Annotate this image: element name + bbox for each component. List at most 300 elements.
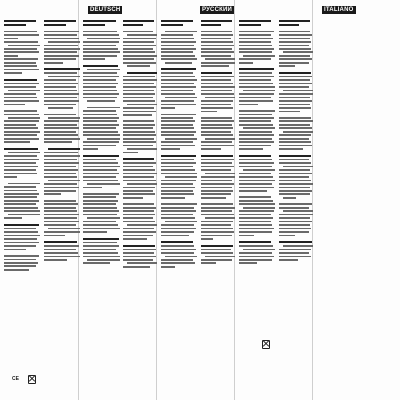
text-line bbox=[123, 124, 155, 126]
text-line bbox=[123, 107, 154, 109]
text-line bbox=[279, 193, 310, 195]
section-heading bbox=[279, 24, 299, 26]
text-line bbox=[201, 41, 233, 43]
text-line bbox=[44, 169, 78, 171]
text-line bbox=[123, 100, 155, 102]
text-line bbox=[279, 203, 312, 205]
text-line bbox=[201, 224, 231, 226]
text-line bbox=[239, 196, 271, 198]
crossed-bin-icon bbox=[262, 340, 270, 349]
text-column bbox=[83, 20, 120, 394]
text-line bbox=[239, 86, 275, 88]
text-line bbox=[4, 186, 36, 188]
section-heading bbox=[201, 20, 232, 22]
text-line bbox=[279, 48, 311, 50]
text-line bbox=[83, 231, 107, 233]
text-line bbox=[4, 148, 38, 150]
text-line bbox=[239, 138, 272, 140]
text-line bbox=[44, 235, 65, 237]
text-line bbox=[123, 62, 156, 64]
text-line bbox=[279, 93, 313, 95]
text-line bbox=[4, 224, 39, 226]
text-line bbox=[279, 190, 312, 192]
text-line bbox=[83, 159, 116, 161]
text-line bbox=[4, 269, 29, 271]
text-line bbox=[4, 134, 37, 136]
text-line bbox=[4, 72, 22, 74]
text-line bbox=[123, 266, 150, 268]
text-line bbox=[161, 145, 195, 147]
text-line bbox=[4, 104, 25, 106]
text-line bbox=[161, 190, 193, 192]
text-line bbox=[161, 155, 196, 157]
text-line bbox=[44, 141, 72, 143]
text-line bbox=[161, 68, 196, 70]
text-line bbox=[83, 120, 117, 122]
section-heading bbox=[123, 20, 154, 22]
text-line bbox=[201, 124, 232, 126]
text-line bbox=[48, 41, 80, 43]
text-line bbox=[44, 210, 77, 212]
text-line bbox=[4, 162, 36, 164]
text-line bbox=[161, 131, 196, 133]
text-line bbox=[4, 31, 37, 33]
text-line bbox=[201, 155, 233, 157]
text-line bbox=[4, 176, 17, 178]
text-line bbox=[4, 48, 37, 50]
text-line bbox=[44, 231, 80, 233]
text-line bbox=[239, 252, 272, 254]
text-line bbox=[201, 190, 233, 192]
text-line bbox=[83, 97, 117, 99]
text-line bbox=[44, 221, 79, 223]
text-line bbox=[239, 231, 272, 233]
text-line bbox=[127, 148, 157, 150]
text-line bbox=[44, 256, 80, 258]
text-line bbox=[123, 221, 155, 223]
text-line bbox=[239, 38, 273, 40]
text-line bbox=[201, 141, 232, 143]
text-line bbox=[201, 162, 232, 164]
text-line bbox=[279, 97, 310, 99]
text-line bbox=[161, 262, 195, 264]
text-line bbox=[83, 228, 120, 230]
text-line bbox=[83, 242, 117, 244]
text-line bbox=[4, 138, 39, 140]
text-line bbox=[44, 55, 79, 57]
text-line bbox=[161, 127, 194, 129]
text-line bbox=[83, 79, 116, 81]
text-line bbox=[279, 259, 298, 261]
text-line bbox=[279, 187, 310, 189]
text-line bbox=[83, 110, 116, 112]
text-line bbox=[201, 72, 232, 74]
text-line bbox=[123, 76, 155, 78]
text-line bbox=[44, 124, 77, 126]
text-line bbox=[201, 55, 231, 57]
text-line bbox=[239, 72, 272, 74]
text-line bbox=[279, 221, 312, 223]
text-line bbox=[279, 83, 312, 85]
text-line bbox=[123, 41, 154, 43]
text-line bbox=[201, 93, 234, 95]
text-line bbox=[201, 34, 233, 36]
section-heading bbox=[201, 24, 221, 26]
text-line bbox=[279, 79, 310, 81]
text-line bbox=[123, 214, 155, 216]
text-line bbox=[83, 58, 105, 60]
text-line bbox=[239, 180, 275, 182]
text-line bbox=[161, 193, 194, 195]
text-line bbox=[87, 138, 120, 140]
text-line bbox=[161, 224, 194, 226]
text-line bbox=[123, 90, 154, 92]
text-line bbox=[123, 173, 157, 175]
text-line bbox=[239, 190, 267, 192]
text-line bbox=[44, 131, 76, 133]
text-line bbox=[279, 120, 313, 122]
text-line bbox=[279, 173, 312, 175]
text-line bbox=[44, 97, 77, 99]
text-line bbox=[4, 217, 22, 219]
text-line bbox=[44, 200, 76, 202]
text-line bbox=[83, 169, 117, 171]
text-line bbox=[201, 193, 231, 195]
text-line bbox=[83, 72, 117, 74]
text-line bbox=[123, 120, 154, 122]
text-line bbox=[127, 262, 157, 264]
text-line bbox=[44, 203, 78, 205]
text-line bbox=[44, 58, 76, 60]
text-line bbox=[161, 169, 195, 171]
text-line bbox=[279, 86, 309, 88]
text-line bbox=[44, 45, 78, 47]
text-line bbox=[279, 65, 295, 67]
text-line bbox=[161, 48, 196, 50]
text-line bbox=[83, 262, 110, 264]
text-line bbox=[161, 210, 196, 212]
text-line bbox=[201, 166, 234, 168]
text-line bbox=[279, 55, 310, 57]
text-line bbox=[123, 83, 154, 85]
text-line bbox=[239, 210, 274, 212]
text-line bbox=[239, 224, 272, 226]
text-line bbox=[87, 38, 120, 40]
text-line bbox=[201, 120, 234, 122]
text-line bbox=[83, 41, 119, 43]
text-line bbox=[4, 262, 38, 264]
text-line bbox=[239, 117, 274, 119]
text-line bbox=[83, 245, 119, 247]
section-heading bbox=[83, 20, 116, 22]
text-line bbox=[4, 235, 40, 237]
text-line bbox=[44, 214, 79, 216]
text-line bbox=[87, 217, 120, 219]
text-line bbox=[161, 41, 196, 43]
text-line bbox=[201, 259, 232, 261]
text-line bbox=[123, 31, 153, 33]
text-line bbox=[4, 110, 37, 112]
text-line bbox=[44, 90, 77, 92]
text-line bbox=[239, 141, 274, 143]
text-line bbox=[161, 259, 193, 261]
text-line bbox=[123, 190, 153, 192]
text-line bbox=[239, 93, 274, 95]
text-line bbox=[87, 107, 120, 109]
text-line bbox=[201, 79, 231, 81]
language-tab-german: DEUTSCH bbox=[90, 7, 121, 13]
text-line bbox=[4, 141, 30, 143]
text-line bbox=[4, 34, 39, 36]
text-line bbox=[123, 58, 154, 60]
text-line bbox=[4, 69, 39, 71]
text-line bbox=[161, 90, 193, 92]
text-line bbox=[44, 68, 80, 70]
text-line bbox=[165, 31, 197, 33]
text-line bbox=[127, 104, 157, 106]
text-line bbox=[4, 242, 39, 244]
text-line bbox=[279, 183, 313, 185]
text-line bbox=[279, 124, 310, 126]
text-line bbox=[44, 72, 77, 74]
text-line bbox=[123, 97, 153, 99]
text-column bbox=[161, 20, 197, 394]
text-line bbox=[4, 41, 38, 43]
text-line bbox=[279, 41, 311, 43]
text-line bbox=[83, 48, 118, 50]
text-line bbox=[165, 97, 197, 99]
text-line bbox=[83, 214, 117, 216]
text-line bbox=[83, 176, 116, 178]
text-line bbox=[83, 207, 117, 209]
text-line bbox=[239, 200, 273, 202]
text-line bbox=[161, 34, 193, 36]
text-line bbox=[4, 259, 36, 261]
text-line bbox=[201, 148, 221, 150]
text-line bbox=[83, 145, 116, 147]
text-line bbox=[123, 162, 156, 164]
text-line bbox=[83, 203, 116, 205]
text-line bbox=[205, 217, 235, 219]
text-line bbox=[161, 104, 196, 106]
text-line bbox=[44, 120, 79, 122]
text-line bbox=[4, 114, 39, 116]
text-line bbox=[201, 62, 235, 64]
text-line bbox=[83, 83, 118, 85]
text-line bbox=[243, 55, 275, 57]
text-line bbox=[123, 55, 157, 57]
text-line bbox=[4, 255, 39, 257]
text-line bbox=[123, 152, 138, 154]
text-line bbox=[239, 262, 257, 264]
text-line bbox=[44, 100, 79, 102]
text-line bbox=[83, 90, 117, 92]
text-line bbox=[83, 55, 117, 57]
text-line bbox=[4, 245, 36, 247]
text-line bbox=[123, 210, 154, 212]
text-line bbox=[239, 76, 274, 78]
text-line bbox=[83, 124, 119, 126]
text-line bbox=[123, 228, 154, 230]
text-line bbox=[201, 214, 234, 216]
text-line bbox=[4, 83, 39, 85]
text-line bbox=[4, 200, 39, 202]
text-line bbox=[161, 117, 193, 119]
text-line bbox=[44, 134, 78, 136]
text-line bbox=[161, 120, 195, 122]
text-line bbox=[83, 180, 118, 182]
text-line bbox=[239, 203, 275, 205]
text-line bbox=[44, 187, 79, 189]
text-line bbox=[161, 217, 195, 219]
text-line bbox=[279, 111, 300, 113]
text-line bbox=[279, 38, 310, 40]
text-column bbox=[123, 20, 157, 394]
text-line bbox=[239, 214, 271, 216]
text-line bbox=[44, 183, 77, 185]
text-line bbox=[161, 245, 194, 247]
text-line bbox=[239, 245, 273, 247]
text-line bbox=[201, 100, 233, 102]
text-line bbox=[239, 34, 271, 36]
text-line bbox=[279, 228, 311, 230]
text-line bbox=[279, 169, 310, 171]
text-line bbox=[123, 48, 153, 50]
text-line bbox=[239, 259, 272, 261]
text-line bbox=[123, 176, 154, 178]
text-line bbox=[44, 93, 79, 95]
text-line bbox=[123, 180, 156, 182]
text-line bbox=[279, 176, 309, 178]
section-heading bbox=[83, 24, 105, 26]
text-line bbox=[4, 231, 38, 233]
text-line bbox=[4, 97, 37, 99]
section-heading bbox=[4, 24, 26, 26]
text-line bbox=[83, 256, 120, 258]
text-line bbox=[239, 97, 271, 99]
text-line bbox=[44, 159, 77, 161]
text-line bbox=[83, 249, 116, 251]
text-line bbox=[123, 256, 156, 258]
text-line bbox=[87, 69, 120, 71]
text-line bbox=[48, 180, 80, 182]
text-line bbox=[243, 169, 275, 171]
text-line bbox=[4, 173, 37, 175]
text-column bbox=[279, 20, 313, 394]
text-line bbox=[165, 176, 197, 178]
text-line bbox=[279, 148, 303, 150]
text-line bbox=[8, 117, 40, 119]
section-heading bbox=[44, 24, 66, 26]
text-line bbox=[123, 203, 154, 205]
text-line bbox=[123, 51, 155, 53]
text-line bbox=[123, 197, 143, 199]
section-heading bbox=[161, 24, 183, 26]
text-line bbox=[239, 187, 274, 189]
text-line bbox=[283, 166, 313, 168]
text-line bbox=[279, 162, 311, 164]
text-column bbox=[44, 20, 80, 394]
text-line bbox=[283, 51, 313, 53]
text-line bbox=[123, 134, 156, 136]
text-line bbox=[123, 169, 155, 171]
text-line bbox=[4, 93, 36, 95]
text-line bbox=[161, 141, 193, 143]
text-line bbox=[8, 183, 40, 185]
text-line bbox=[83, 34, 119, 36]
text-line bbox=[239, 162, 274, 164]
text-line bbox=[161, 241, 193, 243]
text-line bbox=[239, 176, 273, 178]
text-line bbox=[161, 51, 193, 53]
text-line bbox=[201, 262, 216, 264]
text-line bbox=[279, 235, 295, 237]
text-line bbox=[123, 141, 156, 143]
text-line bbox=[161, 148, 180, 150]
text-line bbox=[123, 235, 153, 237]
text-line bbox=[4, 38, 18, 40]
text-line bbox=[201, 86, 235, 88]
text-line bbox=[161, 203, 197, 205]
text-line bbox=[279, 62, 309, 64]
text-line bbox=[83, 187, 102, 189]
text-line bbox=[123, 217, 153, 219]
text-column bbox=[4, 20, 40, 394]
text-line bbox=[123, 187, 155, 189]
text-line bbox=[123, 79, 157, 81]
text-line bbox=[87, 259, 120, 261]
text-line bbox=[123, 193, 155, 195]
text-line bbox=[44, 245, 79, 247]
text-line bbox=[239, 256, 274, 258]
text-line bbox=[205, 97, 235, 99]
text-line bbox=[44, 62, 63, 64]
text-line bbox=[83, 131, 118, 133]
text-line bbox=[201, 187, 232, 189]
text-line bbox=[239, 45, 272, 47]
text-line bbox=[239, 79, 271, 81]
text-line bbox=[239, 48, 274, 50]
text-line bbox=[4, 190, 37, 192]
text-line bbox=[201, 48, 232, 50]
text-line bbox=[201, 235, 232, 237]
text-line bbox=[205, 58, 235, 60]
text-line bbox=[161, 235, 189, 237]
ce-mark: CE bbox=[12, 376, 19, 382]
text-line bbox=[123, 114, 152, 116]
text-line bbox=[279, 155, 311, 157]
text-line bbox=[161, 38, 194, 40]
text-line bbox=[243, 207, 275, 209]
text-column bbox=[239, 20, 275, 394]
text-line bbox=[201, 51, 234, 53]
text-line bbox=[201, 107, 233, 109]
text-line bbox=[4, 265, 36, 267]
text-line bbox=[4, 55, 18, 57]
text-line bbox=[44, 138, 80, 140]
text-line bbox=[279, 34, 312, 36]
text-line bbox=[83, 31, 117, 33]
text-line bbox=[83, 166, 120, 168]
text-line bbox=[201, 90, 232, 92]
text-line bbox=[239, 148, 263, 150]
text-line bbox=[44, 51, 77, 53]
text-line bbox=[239, 62, 253, 64]
text-line bbox=[8, 90, 40, 92]
text-line bbox=[161, 58, 197, 60]
text-column bbox=[201, 20, 235, 394]
text-line bbox=[83, 238, 119, 240]
